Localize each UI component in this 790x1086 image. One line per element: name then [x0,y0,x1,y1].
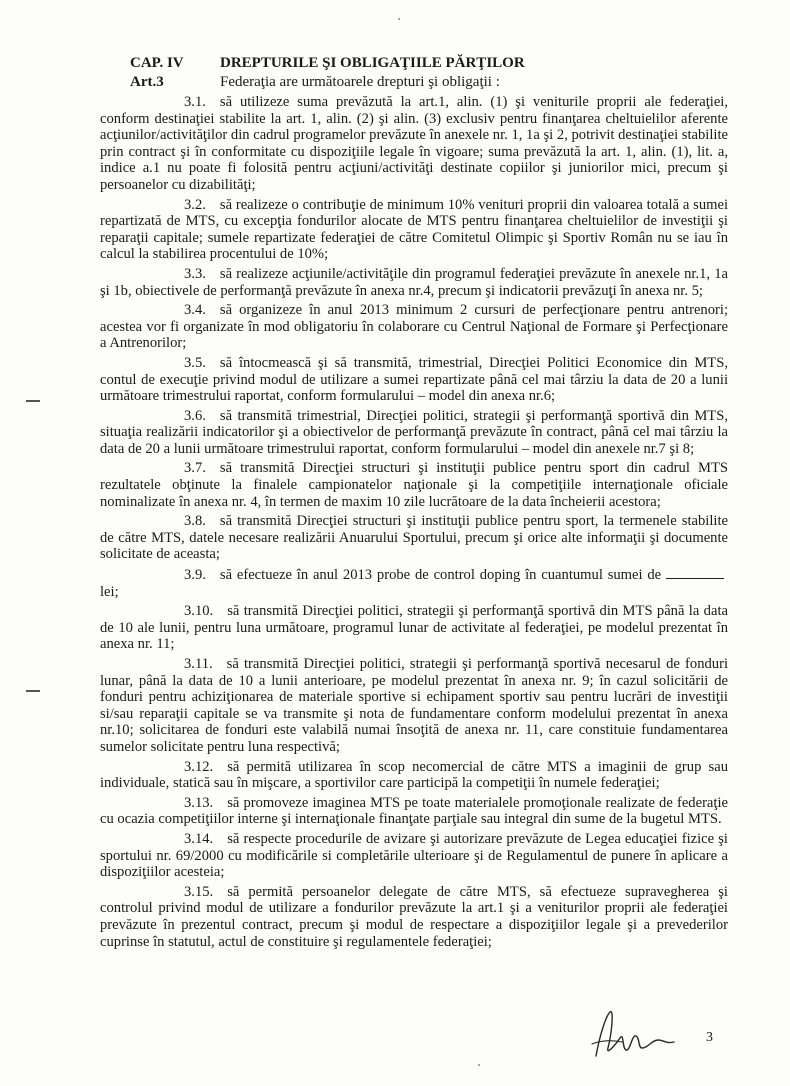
paragraph-number: 3.4. [184,302,206,319]
paragraph-3-3 [100,266,728,299]
article-label: Art.3 [130,74,164,90]
paragraph-text: să realizeze acţiunile/activităţile din programul federaţiei prevăzute în anexele nr.1, 1a şi 1b, obiectivele de performanţă prevăzute în anexa nr.4, precum şi indicatorii prevăzuţi în anexa nr. 5; [100,265,728,299]
paragraph-text: să respecte procedurile de avizare şi autorizare prevăzute de Legea educaţiei fizice şi sportului nr. 69/2000 cu modificările si completările ulterioare şi de Regulamentul de punere în aplicare a dispoziţiilor acesteia; [100,830,728,881]
margin-punch-mark [26,690,40,692]
paragraph-text: să efectueze în anul 2013 probe de control doping în cuantumul sumei de [219,567,662,584]
paragraph-number: 3.14. [184,830,214,847]
paragraph-text: să promoveze imaginea MTS pe toate materialele promoţionale realizate de federaţie cu ocazia competiţiilor interne şi internaţionale finanţate parţiale sau integral din sume de la bugetul MTS. [100,794,728,828]
paragraph-number: 3.8. [184,513,206,530]
paragraph-text: să transmită Direcţiei structuri şi instituţii publice pentru sport, la termenele stabilite de către MTS, datele necesare realizării Anuarului Sportului, precum şi orice alte informaţii şi documente solicitate de aceasta; [100,513,728,563]
paragraph-number: 3.11. [184,656,213,672]
paragraph-text: să organizeze în anul 2013 minimum 2 cursuri de perfecţionare pentru antrenori; acestea vor fi organizate în mod obligatoriu în colaborare cu Centrul Naţional de Formare şi Perfecţionare a Antrenorilor; [100,302,728,352]
paragraph-3-14 [100,831,728,881]
scan-speck [398,18,400,20]
paragraph-text: să întocmească şi să transmită, trimestrial, Direcţiei Politici Economice din MTS, contul de execuţie privind modul de utilizare a sumei repartizate până cel mai târziu la data de 20 a lunii următoare trimestrului raportat, conform formularului – model din anexa nr.6; [100,354,728,405]
paragraph-number: 3.13. [184,794,214,811]
paragraph-3-10 [100,603,728,653]
paragraph-text: să utilizeze suma prevăzută la art.1, alin. (1) şi veniturile proprii ale federaţiei, conform destinaţiei stabilite la art. 1, alin. (2) şi alin. (3) exclusiv pentru finanţarea cheltuielilor aferente acţiunilor/activităţilor din cadrul programelor prevăzute în anexele nr. 1, 1a şi 2, potrivit destinaţiei stabilite prin contract şi în conformitate cu dispoziţiile legale în vigoare; suma prevăzută la art. 1, alin. (1), lit. a, indice a.1 nu poate fi folosită pentru acţiuni/activităţi destinate copiilor şi juniorilor mici, precum şi persoanelor cu dizabilităţi; [100,94,728,193]
paragraph-text: să transmită Direcţiei politici, strategii şi performanţă sportivă necesarul de fonduri lunar, până la data de 10 a lunii anterioare, pe modelul prezentat în anexa nr. 9; în cazul solicitării de fonduri pentru achiziţionarea de materiale sportive si echipament sportiv sau pentru lucrări de investiţii si/sau reparaţii capitale se va transmite şi nota de fundamentare conform modelului prezentat în anexa nr.10; solicitarea de fonduri este valabilă numai însoţită de anexa nr. 11, care constituie fundamentarea sumelor solicitate pentru luna respectivă; [100,656,728,755]
chapter-label: CAP. IV [130,55,184,71]
paragraph-number: 3.9. [184,567,206,584]
scan-speck [478,1064,480,1066]
chapter-title: DREPTURILE ŞI OBLIGAŢIILE PĂRŢILOR [220,55,525,71]
paragraph-number: 3.10. [184,603,214,620]
amount-blank-line [666,566,724,579]
paragraph-3-13 [100,795,728,828]
paragraph-3-12 [100,759,728,792]
paragraph-3-11 [100,656,728,756]
paragraph-text: să transmită Direcţiei politici, strategii şi performanţă sportivă din MTS până la data de 10 ale lunii, pentru luna următoare, programul lunar de activitate al federaţiei, pe modelul prezentat în anexa nr. 11; [100,603,728,653]
margin-punch-mark [26,400,40,402]
paragraph-text: să permită utilizarea în scop necomercial de către MTS a imaginii de grup sau individuale, statică sau în mişcare, a sportivilor care participă la competiţii în numele federaţiei; [100,758,728,792]
handwritten-signature [588,1004,698,1064]
chapter-row [130,54,750,73]
paragraph-number: 3.6. [184,407,206,424]
paragraph-text: să realizeze o contribuţie de minimum 10% venituri proprii din valoarea totală a sumei repartizată de MTS, cu excepţia fondurilor alocate de MTS pentru finanţarea cheltuielilor de investiţii şi reparaţii capitale; sumele repartizate federaţiei de către Comitetul Olimpic şi Sportiv Român nu se iau în calcul la stabilirea procentului de 10%; [100,196,728,263]
paragraph-number: 3.15. [184,883,214,900]
chapter-header [130,54,750,92]
paragraph-text: să transmită trimestrial, Direcţiei politici, strategii şi performanţă sportivă din MTS, situaţia realizării indicatorilor şi a obiectivelor de performanţă prevăzute în contract, până cel mai târziu la data de 20 a lunii următoare trimestrului raportat, conform formularului – model din anexele nr.7 şi 8; [100,407,728,457]
paragraph-3-9 [100,566,728,600]
article-row [130,73,750,92]
article-body [100,94,728,953]
paragraph-number: 3.1. [184,94,206,110]
paragraph-tail: lei; [100,583,119,600]
paragraph-number: 3.3. [184,265,206,282]
page-number: 3 [706,1030,713,1045]
paragraph-number: 3.5. [184,354,206,371]
paragraph-3-5 [100,355,728,405]
paragraph-3-1 [100,94,728,194]
paragraph-3-8 [100,513,728,563]
paragraph-number: 3.7. [184,460,206,477]
paragraph-number: 3.12. [184,758,214,775]
article-intro: Federaţia are următoarele drepturi şi obligaţii : [220,74,500,90]
paragraph-3-7 [100,460,728,510]
paragraph-3-2 [100,197,728,263]
paragraph-number: 3.2. [184,196,206,213]
paragraph-3-4 [100,302,728,352]
paragraph-3-6 [100,408,728,458]
paragraph-text: să permită persoanelor delegate de către MTS, să efectueze supravegherea şi controlul privind modul de utilizare a fondurilor prevăzute la art.1 şi a veniturilor proprii ale federaţiei prevăzute în prezentul contract, precum şi modul de respectare a dispoziţiilor legale şi a prevederilor cuprinse în statutul, actul de constituire şi regulamentele federaţiei; [100,883,728,950]
paragraph-text: să transmită Direcţiei structuri şi instituţii publice pentru sport din cadrul MTS rezultatele obţinute la finalele campionatelor naţionale şi la competiţiile internaţionale oficiale nominalizate în anexa nr. 4, în termen de maxim 10 zile lucrătoare de la data încheierii acestora; [100,460,728,510]
paragraph-3-15 [100,884,728,950]
